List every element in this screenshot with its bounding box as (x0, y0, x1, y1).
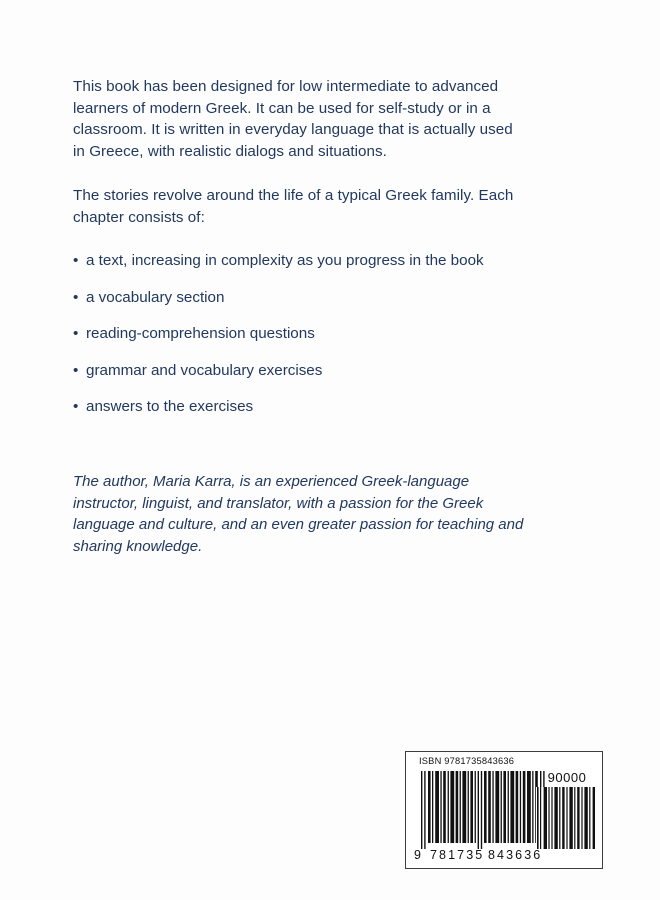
list-item (73, 396, 528, 417)
cover-text-block (73, 76, 528, 433)
list-item (73, 360, 528, 381)
bullet-dot-icon: • (73, 325, 79, 342)
isbn-label: ISBN 9781735843636 (419, 756, 515, 766)
list-item-label: a vocabulary section (86, 288, 225, 306)
ean5-addon-barcode-image (536, 787, 598, 849)
intro-paragraph: This book has been designed for low intermediate to advanced learners of modern Greek. It can be used for self-study or in a classroom. It is written in everyday language that is actually used in Greece, with realistic dialogs and situations. (73, 78, 513, 160)
author-bio-paragraph: The author, Maria Karra, is an experienced Greek-language instructor, linguist, and translator, with a passion for the Greek language and culture, and an even greater passion for teaching and sharing knowledge. (73, 473, 524, 555)
list-item (73, 287, 528, 308)
list-item-label: answers to the exercises (86, 398, 254, 415)
ean13-barcode-image (419, 771, 547, 849)
list-item (73, 323, 528, 344)
barcode-human-readable-digits (414, 848, 554, 864)
isbn-barcode-block (405, 751, 603, 869)
bullet-dot-icon: • (73, 252, 79, 269)
list-item (73, 250, 528, 271)
bullet-dot-icon: • (73, 288, 79, 306)
barcode-digit-lead: 9 (414, 848, 422, 862)
barcode-digits-right: 843636 (488, 848, 543, 862)
barcode-digits-left: 781735 (430, 848, 485, 862)
stories-paragraph: The stories revolve around the life of a typical Greek family. Each chapter consists of: (73, 187, 514, 226)
list-item-label: a text, increasing in complexity as you progress in the book (86, 252, 484, 269)
chapter-contents-list (73, 250, 528, 417)
bullet-dot-icon: • (73, 361, 79, 379)
addon-price-code-label: 90000 (547, 770, 587, 785)
list-item-label: reading-comprehension questions (86, 325, 315, 342)
bullet-dot-icon: • (73, 398, 79, 415)
list-item-label: grammar and vocabulary exercises (86, 361, 323, 379)
